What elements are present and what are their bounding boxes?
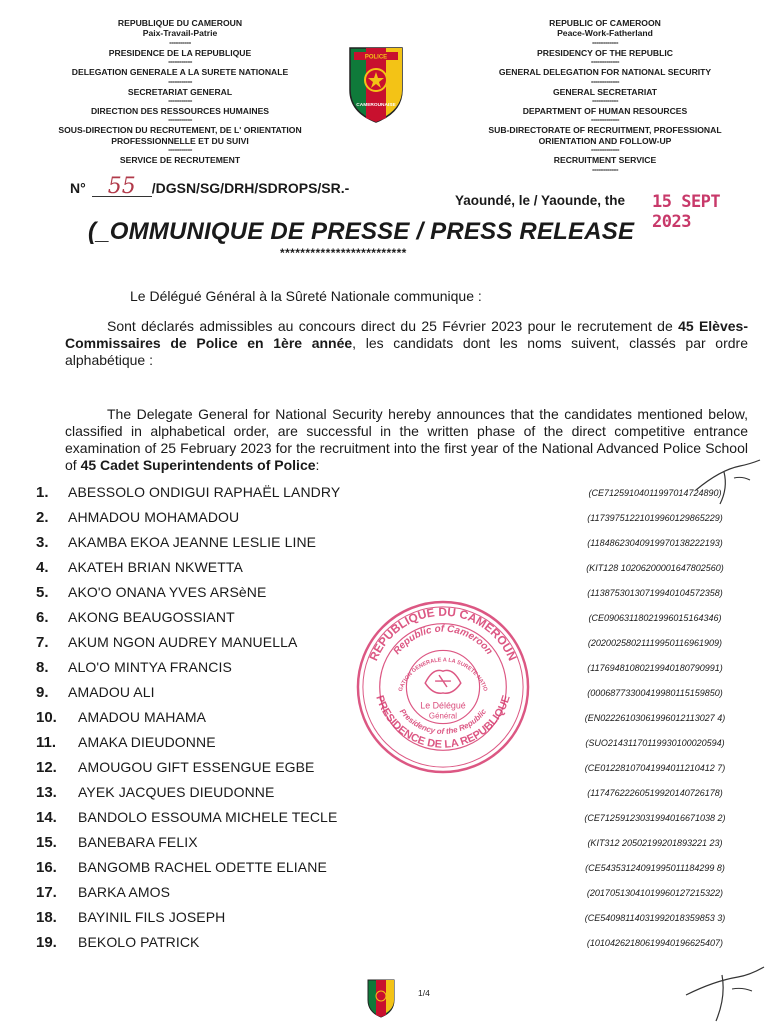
dateline-label: Yaoundé, le / Yaounde, the [455, 193, 626, 208]
header-line: DELEGATION GENERALE A LA SURETE NATIONALE [71, 67, 289, 78]
candidate-code: (CE09063118021996015164346) [588, 613, 722, 623]
candidate-name: AKO'O ONANA YVES ARSèNE [68, 584, 267, 600]
candidate-name: BANEBARA FELIX [78, 834, 198, 850]
candidate-name: ABESSOLO ONDIGUI RAPHAËL LANDRY [68, 484, 341, 500]
candidate-number: 2. [36, 509, 49, 526]
title-stars: ************************* [280, 246, 407, 260]
ref-number-handwritten: 55 [92, 178, 152, 197]
header-line: ORIENTATION AND FOLLOW-UP [538, 135, 672, 146]
candidate-code: (CE71259104011997014724890) [588, 488, 722, 498]
header-line: REPUBLIQUE DU CAMEROUN [117, 18, 243, 28]
header-left [30, 18, 330, 166]
candidate-code: (20170513041019960127215322) [586, 888, 724, 898]
date-stamp: 15 SEPT 2023 [652, 192, 721, 232]
candidate-name: AYEK JACQUES DIEUDONNE [78, 784, 275, 800]
seal-center-2: Général [428, 711, 458, 721]
candidate-name: BAYINIL FILS JOSEPH [78, 909, 226, 925]
header-line: Paix-Travail-Patrie [142, 28, 218, 39]
header-separator: ----------- [168, 57, 192, 67]
candidate-code: (CE01228107041994011210412 7) [584, 763, 726, 773]
candidate-row [30, 782, 750, 807]
emblem-bottom-text: CAMEROUNAISE [356, 103, 396, 108]
candidate-number: 5. [36, 584, 49, 601]
header-separator: ------------- [590, 57, 620, 67]
candidate-number: 17. [36, 884, 57, 901]
candidate-code: (CE71259123031994016671038 2) [584, 813, 726, 823]
candidate-code: (CE54353124091995011184299 8) [585, 863, 725, 873]
candidate-row [30, 882, 750, 907]
page-number: 1/4 [418, 988, 430, 998]
candidate-code: (11848623040919970138222193) [587, 538, 723, 548]
candidate-code: (SUO21431170119930100020594) [585, 738, 725, 748]
candidate-number: 15. [36, 834, 57, 851]
header-separator: ------------- [590, 76, 620, 86]
candidate-number: 4. [36, 559, 49, 576]
header-separator: ------------ [592, 96, 618, 106]
candidate-number: 19. [36, 934, 57, 951]
candidate-number: 11. [36, 734, 57, 751]
header-line: Peace-Work-Fatherland [557, 28, 653, 39]
header-separator: ------------- [590, 115, 620, 125]
header-line: PRESIDENCE DE LA REPUBLIQUE [108, 47, 252, 58]
candidate-name: AHMADOU MOHAMADOU [68, 509, 240, 525]
reference-number [70, 174, 350, 199]
header-separator: ----------- [168, 96, 192, 106]
seal-inner-top: Republic of Cameroon [391, 623, 495, 657]
candidate-number: 10. [36, 709, 57, 726]
ref-prefix: N° [70, 180, 86, 196]
candidate-code: (11769481080219940180790991) [587, 663, 723, 673]
header-line: GENERAL SECRETARIAT [552, 86, 658, 97]
candidate-row [30, 832, 750, 857]
candidate-code: (10104262180619940196625407) [586, 938, 724, 948]
candidate-row [30, 932, 750, 957]
candidate-number: 16. [36, 859, 57, 876]
header-line: DIRECTION DES RESSOURCES HUMAINES [90, 106, 270, 117]
paragraph-french: Sont déclarés admissibles au concours direct du 25 Février 2023 pour le recrutement de 45 Elèves-Commissaires de Police en 1ère année, les candidats dont les noms suivent, classés par ordre alphabétique : [65, 318, 748, 368]
header-line: SECRETARIAT GENERAL [127, 86, 233, 97]
header-separator: ------------ [592, 37, 618, 47]
intro-text: Le Délégué Général à la Sûreté Nationale communique : [130, 288, 482, 304]
header-line: PROFESSIONNELLE ET DU SUIVI [111, 135, 249, 146]
candidate-name: BARKA AMOS [78, 884, 171, 900]
candidate-number: 18. [36, 909, 57, 926]
candidate-code: (KIT312 20502199201893221 23) [587, 838, 723, 848]
candidate-name: AKATEH BRIAN NKWETTA [68, 559, 243, 575]
seal-center-1: Le Délégué [420, 700, 466, 711]
candidate-number: 8. [36, 659, 49, 676]
header-separator: ----------- [168, 76, 192, 86]
seal-outer-bottom: PRESIDENCE DE LA REPUBLIQUE [373, 693, 513, 751]
header-separator: ------------ [592, 164, 618, 174]
candidate-name: AKAMBA EKOA JEANNE LESLIE LINE [68, 534, 317, 550]
candidate-number: 14. [36, 809, 57, 826]
header-line: DEPARTMENT OF HUMAN RESOURCES [522, 106, 688, 117]
header-separator: ----------- [168, 145, 192, 155]
candidate-code: (KIT128 10206200001647802560) [586, 563, 724, 573]
header-line: REPUBLIC OF CAMEROON [549, 18, 661, 28]
candidate-name: BANDOLO ESSOUMA MICHELE TECLE [78, 809, 338, 825]
header-line: SERVICE DE RECRUTEMENT [119, 155, 241, 166]
candidate-code: (11387530130719940104572358) [587, 588, 723, 598]
candidate-number: 6. [36, 609, 49, 626]
candidate-name: AMAKA DIEUDONNE [78, 734, 216, 750]
header-line: GENERAL DELEGATION FOR NATIONAL SECURITY [498, 67, 712, 78]
candidate-name: AKUM NGON AUDREY MANUELLA [68, 634, 298, 650]
header-right [455, 18, 755, 175]
candidate-code: (20200258021119950116961909) [587, 638, 723, 648]
candidate-name: BEKOLO PATRICK [78, 934, 200, 950]
header-line: SOUS-DIRECTION DU RECRUTEMENT, DE L' ORIENTATION [58, 125, 302, 136]
emblem-top-text: POLICE [364, 54, 388, 61]
candidate-row [30, 532, 750, 557]
signature-initial-top [690, 450, 768, 510]
candidate-row [30, 557, 750, 582]
candidate-code: (00068773300419980115159850) [587, 688, 723, 698]
header-separator: ------------- [590, 145, 620, 155]
candidate-number: 7. [36, 634, 49, 651]
paragraph-english: The Delegate General for National Security hereby announces that the candidates mentioned below, classified in alphabetical order, are successful in the written phase of the direct competitive entrance examination of 25 February 2023 for the recruitment into the first year of the National Advanced Police School of 45 Cadet Superintendents of Police: [65, 406, 748, 473]
ref-suffix: /DGSN/SG/DRH/SDROPS/SR.- [151, 180, 350, 196]
page-title: (_OMMUNIQUE DE PRESSE / PRESS RELEASE [88, 218, 635, 245]
candidate-row [30, 907, 750, 932]
candidate-number: 13. [36, 784, 57, 801]
candidate-name: AMOUGOU GIFT ESSENGUE EGBE [78, 759, 315, 775]
candidate-name: AKONG BEAUGOSSIANT [68, 609, 235, 625]
candidate-number: 9. [36, 684, 49, 701]
header-separator: ----------- [168, 115, 192, 125]
candidate-row [30, 507, 750, 532]
candidate-number: 12. [36, 759, 57, 776]
official-seal-icon [354, 598, 532, 776]
header-separator: ---------- [169, 37, 191, 47]
police-emblem-icon [346, 44, 406, 124]
header-line: SUB-DIRECTORATE OF RECRUITMENT, PROFESSIONAL [488, 125, 722, 136]
candidate-number: 3. [36, 534, 49, 551]
candidate-row [30, 482, 750, 507]
candidate-code: (11739751221019960129865229) [587, 513, 723, 523]
footer-emblem-icon [366, 978, 396, 1018]
seal-outer-top: REPUBLIQUE DU CAMEROUN [366, 604, 520, 663]
candidate-row [30, 857, 750, 882]
candidate-code: (CE54098114031992018359853 3) [584, 913, 726, 923]
seal-inner-bottom: Presidency of the Republic [397, 707, 489, 736]
signature-initial-bottom [680, 955, 768, 1025]
candidate-row [30, 807, 750, 832]
candidate-name: AMADOU MAHAMA [78, 709, 207, 725]
candidate-code: (11747622260519920140726178) [587, 788, 723, 798]
header-line: PRESIDENCY OF THE REPUBLIC [537, 47, 673, 58]
candidate-number: 1. [36, 484, 49, 501]
candidate-name: BANGOMB RACHEL ODETTE ELIANE [78, 859, 327, 875]
header-line: RECRUITMENT SERVICE [553, 155, 657, 166]
seal-band: GATION GENERALE A LA SURETE NATIO [397, 657, 489, 693]
candidate-code: (EN02226103061996012113027 4) [584, 713, 726, 723]
candidate-name: AMADOU ALI [68, 684, 155, 700]
candidate-name: ALO'O MINTYA FRANCIS [68, 659, 232, 675]
